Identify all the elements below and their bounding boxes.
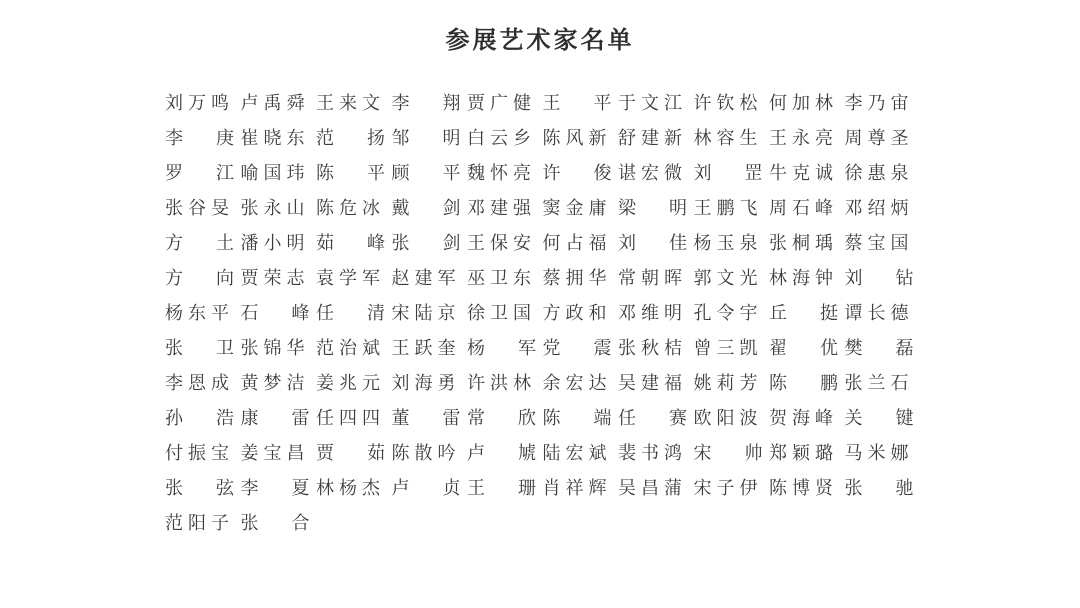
artist-name: 郑 颖 璐	[769, 443, 833, 464]
artist-name: 李 翔	[391, 93, 461, 114]
artist-name: 林 海 钟	[769, 268, 833, 289]
artist-name: 方 向	[165, 268, 234, 289]
artist-name: 贺 海 峰	[769, 408, 833, 429]
artist-name: 牛 克 诚	[769, 163, 833, 184]
artist-name: 卢 贞	[391, 478, 461, 499]
artist-name: 贾 茹	[316, 443, 385, 464]
artist-name: 魏 怀 亮	[467, 163, 531, 184]
artist-name: 欧 阳 波	[693, 408, 758, 429]
artist-name: 何 加 林	[769, 93, 833, 114]
artist-name: 张 合	[240, 513, 310, 534]
artist-name: 茹 峰	[316, 233, 385, 254]
artist-name: 方 政 和	[542, 303, 607, 324]
artist-name: 崔 晓 东	[240, 128, 305, 149]
artist-name: 裴 书 鸿	[618, 443, 682, 464]
artist-name: 贾 荣 志	[240, 268, 305, 289]
artist-name: 陈 端	[542, 408, 612, 429]
artist-name: 党 震	[542, 338, 612, 359]
artist-name: 谭 长 德	[844, 303, 909, 324]
artist-name: 丘 挺	[769, 303, 838, 324]
artist-name: 张 弦	[165, 478, 234, 499]
artist-name: 刘 海 勇	[391, 373, 456, 394]
artist-name: 杨 东 平	[165, 303, 229, 324]
artist-name: 任 四 四	[316, 408, 380, 429]
artist-name: 张 永 山	[240, 198, 305, 219]
artist-name: 蔡 拥 华	[542, 268, 607, 289]
artist-name: 张 驰	[844, 478, 914, 499]
artist-name: 顾 平	[391, 163, 461, 184]
artist-name: 肖 祥 辉	[542, 478, 607, 499]
artist-name: 于 文 江	[618, 93, 682, 114]
artist-name: 周 石 峰	[769, 198, 833, 219]
artist-name: 张 秋 桔	[618, 338, 682, 359]
artist-name: 徐 卫 国	[467, 303, 531, 324]
artist-name: 陆 宏 斌	[542, 443, 607, 464]
artist-name: 梁 明	[618, 198, 687, 219]
artist-name: 舒 建 新	[618, 128, 682, 149]
artist-name: 宋 陆 京	[391, 303, 456, 324]
artist-name: 周 尊 圣	[844, 128, 909, 149]
artist-name: 王 鹏 飞	[693, 198, 758, 219]
artist-name: 杨 玉 泉	[693, 233, 758, 254]
artist-name: 王 永 亮	[769, 128, 833, 149]
artist-name: 吴 建 福	[618, 373, 682, 394]
artist-name: 许 钦 松	[693, 93, 758, 114]
artist-name: 何 占 福	[542, 233, 607, 254]
artist-name: 李 乃 宙	[844, 93, 909, 114]
artist-name: 姜 宝 昌	[240, 443, 305, 464]
artist-name: 张 卫	[165, 338, 234, 359]
artist-name: 范 阳 子	[165, 513, 229, 534]
artist-name: 常 朝 晖	[618, 268, 682, 289]
artist-name: 张 谷 旻	[165, 198, 229, 219]
artist-name: 刘 佳	[618, 233, 687, 254]
artist-name: 郭 文 光	[693, 268, 758, 289]
artist-name: 孔 令 宇	[693, 303, 758, 324]
artist-name: 袁 学 军	[316, 268, 380, 289]
artist-name: 李 夏	[240, 478, 310, 499]
artist-name: 宋 帅	[693, 443, 763, 464]
artist-name: 罗 江	[165, 163, 234, 184]
artist-name: 黄 梦 洁	[240, 373, 305, 394]
artist-name: 陈 散 吟	[391, 443, 456, 464]
artist-name: 曾 三 凯	[693, 338, 758, 359]
artist-name: 邓 绍 炳	[844, 198, 909, 219]
artist-name: 张 兰 石	[844, 373, 909, 394]
page-title: 参展艺术家名单	[445, 26, 635, 54]
artist-name: 潘 小 明	[240, 233, 305, 254]
artist-name: 王 珊	[467, 478, 536, 499]
artist-name: 李 庚	[165, 128, 234, 149]
artist-name: 石 峰	[240, 303, 310, 324]
artist-name: 范 治 斌	[316, 338, 380, 359]
artist-name: 王 跃 奎	[391, 338, 456, 359]
artist-name: 康 雷	[240, 408, 310, 429]
artist-name: 陈 风 新	[542, 128, 607, 149]
artist-name: 常 欣	[467, 408, 536, 429]
artist-name: 巫 卫 东	[467, 268, 531, 289]
artist-name: 陈 鹏	[769, 373, 838, 394]
artist-name: 姚 莉 芳	[693, 373, 758, 394]
artist-name: 范 扬	[316, 128, 385, 149]
artist-name: 许 洪 林	[467, 373, 531, 394]
artist-name: 姜 兆 元	[316, 373, 380, 394]
artist-name: 窦 金 庸	[542, 198, 607, 219]
artist-list	[165, 86, 925, 541]
artist-name: 张 剑	[391, 233, 461, 254]
artist-name: 陈 平	[316, 163, 385, 184]
artist-name: 邓 建 强	[467, 198, 531, 219]
artist-name: 王 保 安	[467, 233, 531, 254]
artist-name: 蔡 宝 国	[844, 233, 909, 254]
artist-name: 贾 广 健	[467, 93, 531, 114]
artist-name: 王 平	[542, 93, 612, 114]
artist-name: 林 容 生	[693, 128, 758, 149]
artist-name: 徐 惠 泉	[844, 163, 909, 184]
artist-name: 林 杨 杰	[316, 478, 380, 499]
artist-name: 张 桐 瑀	[769, 233, 833, 254]
artist-name: 陈 危 冰	[316, 198, 380, 219]
artist-name: 王 来 文	[316, 93, 380, 114]
artist-name: 邓 维 明	[618, 303, 682, 324]
artist-name: 邹 明	[391, 128, 461, 149]
artist-name: 卢 虓	[467, 443, 536, 464]
artist-name: 余 宏 达	[542, 373, 607, 394]
artist-name: 孙 浩	[165, 408, 234, 429]
artist-name: 许 俊	[542, 163, 612, 184]
artist-name: 杨 军	[467, 338, 536, 359]
artist-name: 白 云 乡	[467, 128, 531, 149]
artist-name: 谌 宏 微	[618, 163, 682, 184]
artist-name: 马 米 娜	[844, 443, 909, 464]
artist-name: 刘 万 鸣	[165, 93, 229, 114]
artist-name: 戴 剑	[391, 198, 461, 219]
artist-name: 张 锦 华	[240, 338, 305, 359]
artist-name: 付 振 宝	[165, 443, 229, 464]
artist-name: 关 键	[844, 408, 914, 429]
artist-name: 翟 优	[769, 338, 838, 359]
artist-name: 喻 国 玮	[240, 163, 305, 184]
artist-name: 李 恩 成	[165, 373, 229, 394]
artist-name: 董 雷	[391, 408, 461, 429]
artist-name: 刘 罡	[693, 163, 763, 184]
artist-name: 赵 建 军	[391, 268, 456, 289]
artist-name: 任 赛	[618, 408, 687, 429]
artist-name: 任 清	[316, 303, 385, 324]
artist-name: 宋 子 伊	[693, 478, 758, 499]
artist-name: 樊 磊	[844, 338, 914, 359]
artist-name: 吴 昌 蒲	[618, 478, 682, 499]
artist-name: 刘 钻	[844, 268, 914, 289]
artist-name: 方 土	[165, 233, 234, 254]
artist-name: 陈 博 贤	[769, 478, 833, 499]
artist-name: 卢 禹 舜	[240, 93, 305, 114]
